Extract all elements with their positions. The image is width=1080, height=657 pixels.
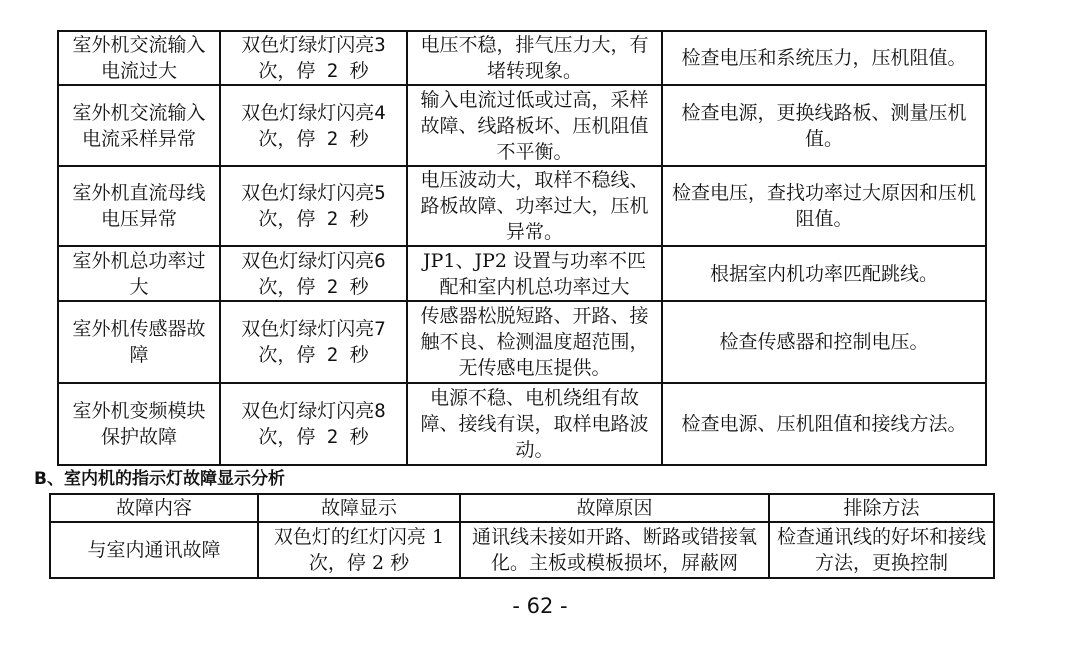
remedy-cell: 检查电源，更换线路板、测量压机值。 (662, 85, 986, 166)
table-row (50, 522, 994, 578)
fault-cause-cell: 电压不稳，排气压力大，有堵转现象。 (407, 31, 662, 85)
fault-display-cell: 双色灯绿灯闪亮4次，停 2 秒 (220, 85, 407, 166)
remedy-cell: 检查电压，查找功率过大原因和压机阻值。 (662, 166, 986, 246)
table-row (58, 166, 986, 246)
table-row (58, 85, 986, 166)
header-fault-content: 故障内容 (50, 494, 258, 522)
fault-cause-cell: 通讯线未接如开路、断路或错接氧化。主板或模板损坏，屏蔽网 (460, 522, 769, 578)
fault-cause-cell: 输入电流过低或过高，采样故障、线路板坏、压机阻值不平衡。 (407, 85, 662, 166)
fault-content-cell: 室外机变频模块保护故障 (58, 383, 220, 465)
header-remedy: 排除方法 (769, 494, 994, 522)
table-row (58, 301, 986, 383)
fault-content-cell: 室外机直流母线电压异常 (58, 166, 220, 246)
fault-display-cell: 双色灯的红灯闪亮 1 次，停 2 秒 (258, 522, 460, 578)
fault-content-cell: 室外机传感器故障 (58, 301, 220, 383)
fault-display-cell: 双色灯绿灯闪亮5次，停 2 秒 (220, 166, 407, 246)
fault-display-cell: 双色灯绿灯闪亮7次，停 2 秒 (220, 301, 407, 383)
fault-content-cell: 室外机交流输入电流过大 (58, 31, 220, 85)
fault-display-cell: 双色灯绿灯闪亮8次，停 2 秒 (220, 383, 407, 465)
table-row (58, 383, 986, 465)
page-number: - 62 - (512, 594, 568, 618)
remedy-cell: 根据室内机功率匹配跳线。 (662, 246, 986, 301)
fault-content-cell: 室外机交流输入电流采样异常 (58, 85, 220, 166)
fault-display-cell: 双色灯绿灯闪亮3次，停 2 秒 (220, 31, 407, 85)
fault-content-cell: 与室内通讯故障 (50, 522, 258, 578)
table-row (58, 31, 986, 85)
section-b-heading: B、室内机的指示灯故障显示分析 (34, 469, 285, 489)
fault-cause-cell: 电源不稳、电机绕组有故障、接线有误，取样电路波动。 (407, 383, 662, 465)
fault-display-cell: 双色灯绿灯闪亮6次，停 2 秒 (220, 246, 407, 301)
fault-cause-cell: JP1、JP2 设置与功率不匹配和室内机总功率过大 (407, 246, 662, 301)
fault-cause-cell: 传感器松脱短路、开路、接触不良、检测温度超范围，无传感电压提供。 (407, 301, 662, 383)
table-row (58, 246, 986, 301)
header-fault-display: 故障显示 (258, 494, 460, 522)
remedy-cell: 检查传感器和控制电压。 (662, 301, 986, 383)
remedy-cell: 检查电源、压机阻值和接线方法。 (662, 383, 986, 465)
remedy-cell: 检查电压和系统压力，压机阻值。 (662, 31, 986, 85)
remedy-cell: 检查通讯线的好坏和接线方法，更换控制 (769, 522, 994, 578)
header-fault-cause: 故障原因 (460, 494, 769, 522)
fault-table-outdoor (57, 30, 987, 466)
fault-content-cell: 室外机总功率过大 (58, 246, 220, 301)
fault-table-indoor (49, 493, 995, 579)
table-header-row (50, 494, 994, 522)
fault-cause-cell: 电压波动大，取样不稳线、路板故障、功率过大，压机异常。 (407, 166, 662, 246)
